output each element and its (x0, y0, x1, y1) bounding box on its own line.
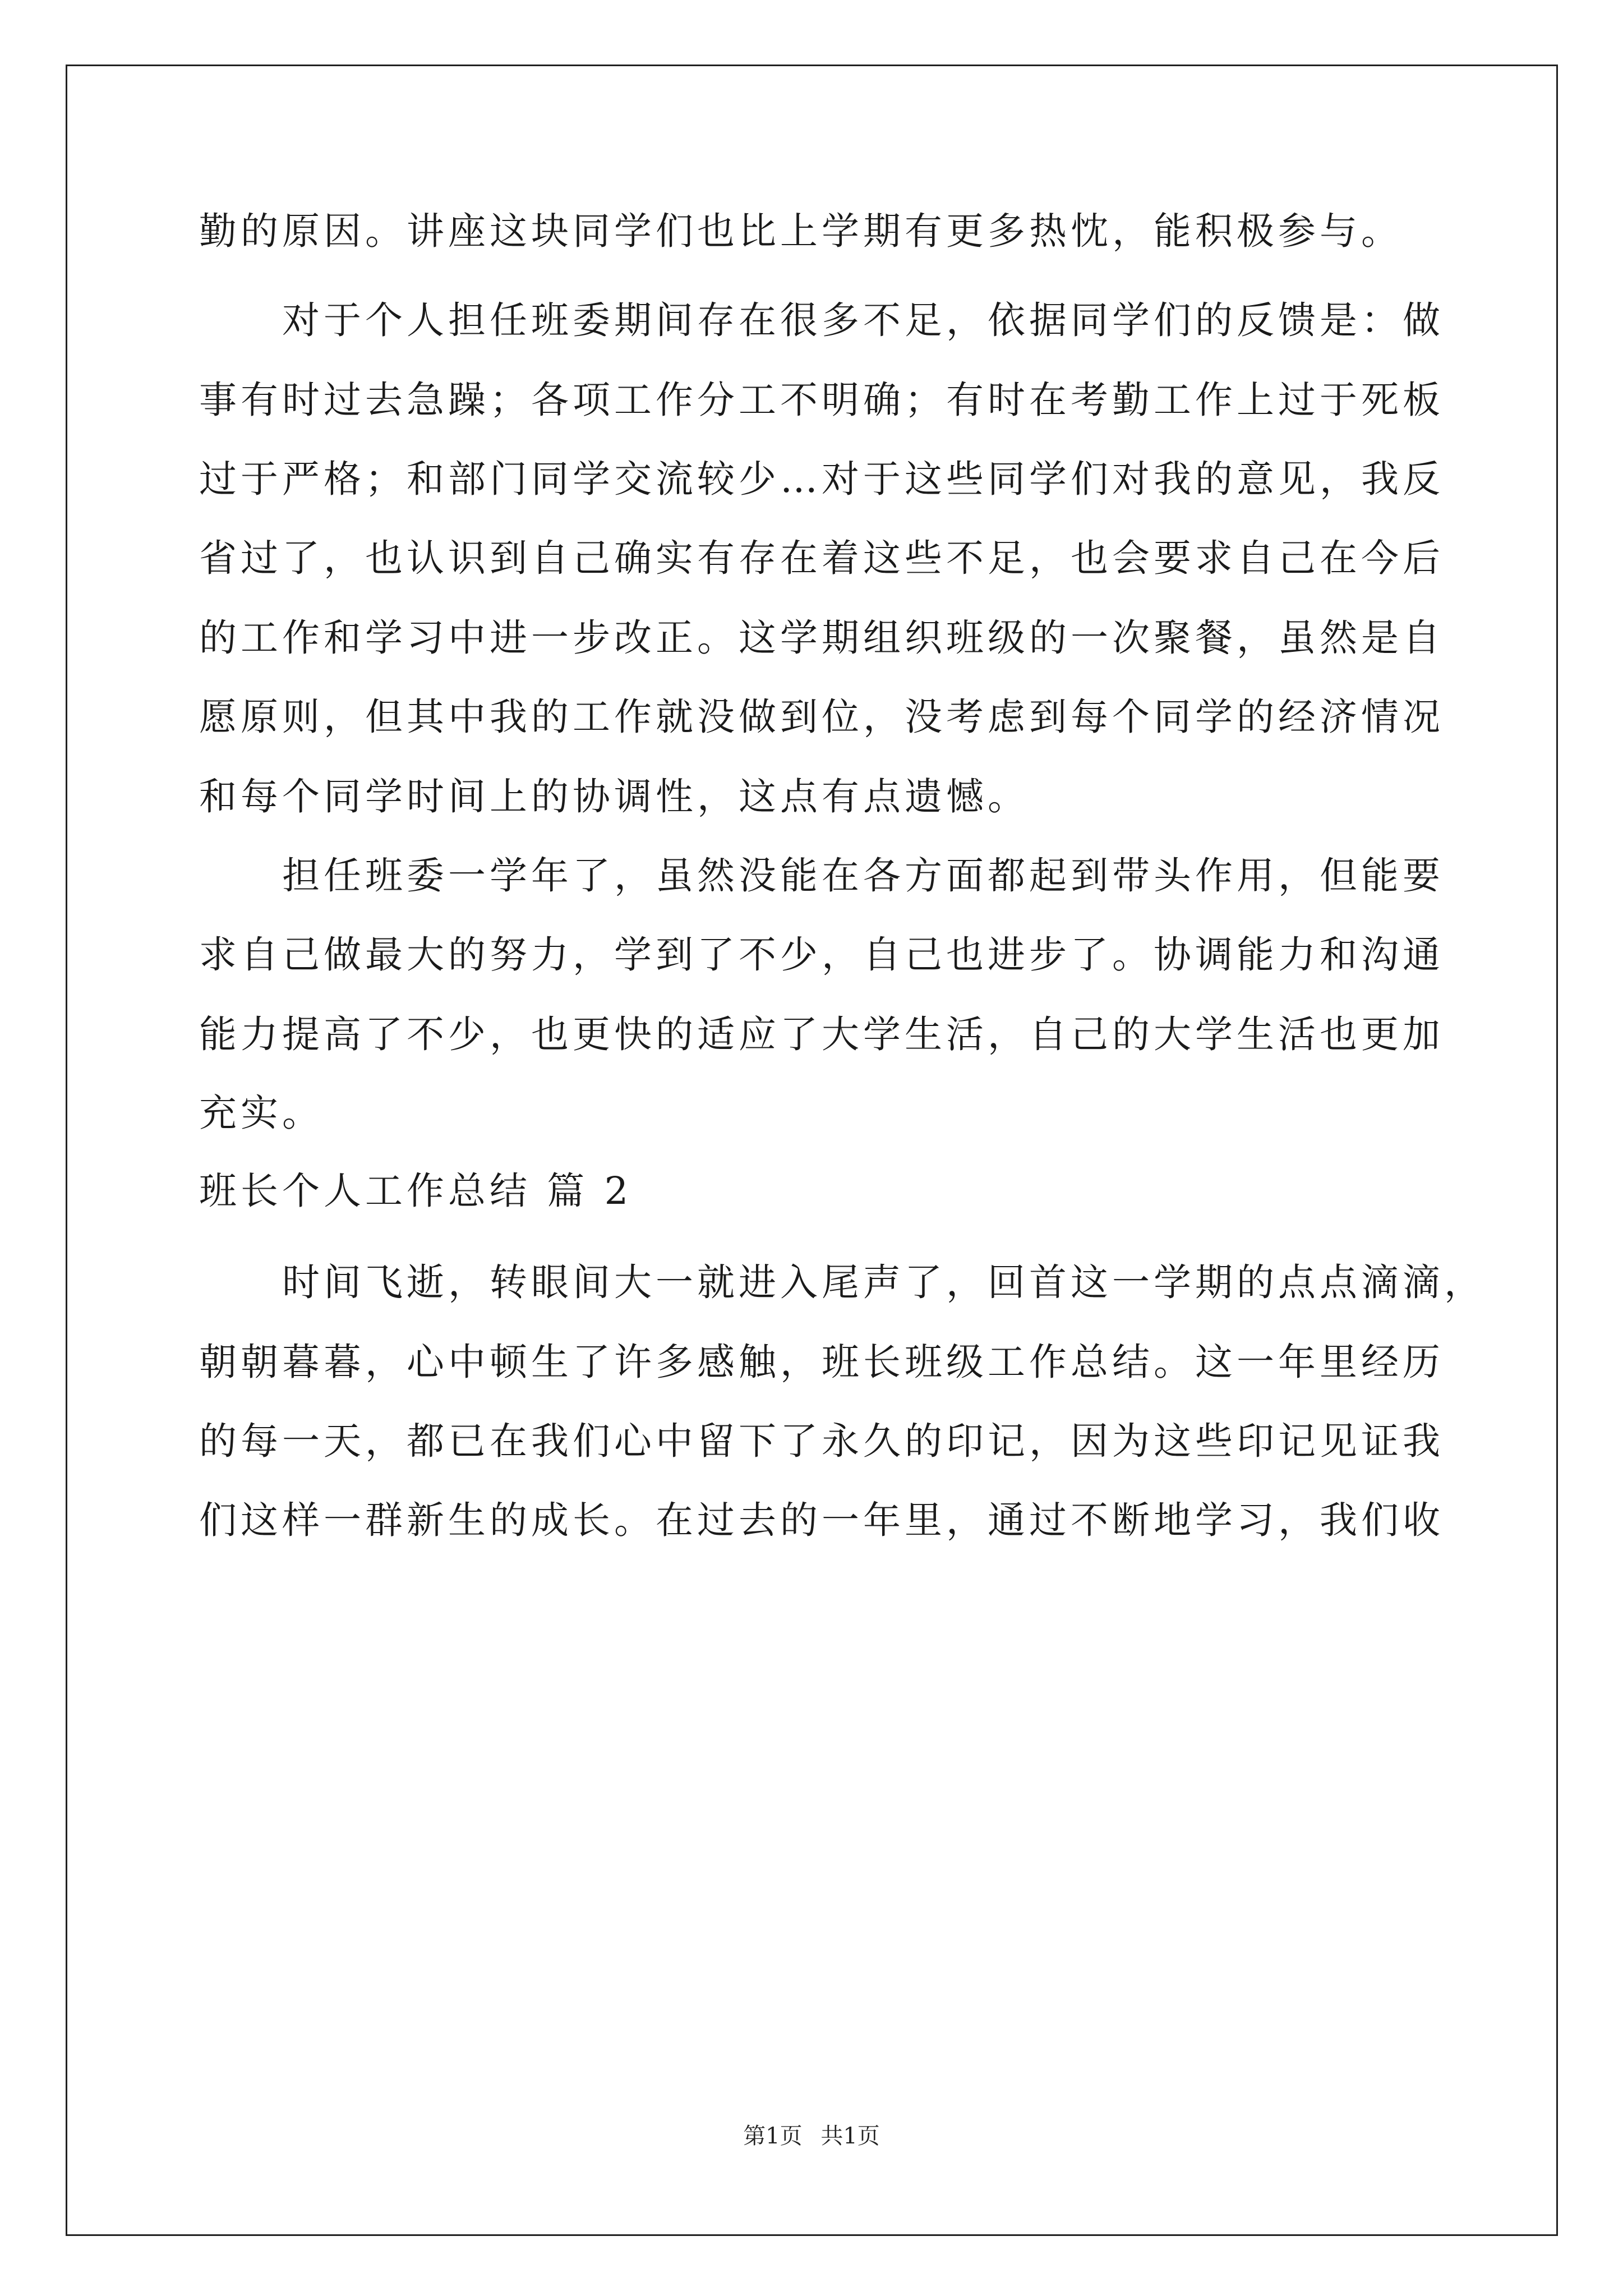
paragraph-first-line: 对于个人担任班委期间存在很多不足，依据同学们的反馈是：做 (282, 298, 1444, 342)
text-line: 的每一天，都已在我们心中留下了永久的印记，因为这些印记见证我 (199, 1419, 1444, 1463)
text-line: 朝朝暮暮，心中顿生了许多感触，班长班级工作总结。这一年里经历 (199, 1340, 1444, 1384)
text-line: 能力提高了不少，也更快的适应了大学生活，自己的大学生活也更加 (199, 1013, 1444, 1056)
paragraph-first-line: 担任班委一学年了，虽然没能在各方面都起到带头作用，但能要 (282, 854, 1444, 898)
text-line: 省过了，也认识到自己确实有存在着这些不足，也会要求自己在今后 (199, 536, 1444, 580)
page-total: 共1页 (820, 2123, 880, 2149)
text-line: 求自己做最大的努力，学到了不少，自己也进步了。协调能力和沟通 (199, 933, 1444, 977)
text-line: 事有时过去急躁；各项工作分工不明确；有时在考勤工作上过于死板 (199, 378, 1444, 422)
text-line: 充实。 (199, 1091, 324, 1135)
text-line: 愿原则，但其中我的工作就没做到位，没考虑到每个同学的经济情况 (199, 695, 1444, 739)
section-heading: 班长个人工作总结 篇 2 (199, 1169, 633, 1213)
paragraph-first-line: 时间飞逝，转眼间大一就进入尾声了，回首这一学期的点点滴滴， (282, 1260, 1486, 1304)
page-number: 第1页 (743, 2123, 803, 2149)
text-line: 的工作和学习中进一步改正。这学期组织班级的一次聚餐，虽然是自 (199, 616, 1444, 660)
text-line: 和每个同学时间上的协调性，这点有点遗憾。 (199, 775, 1029, 818)
page-footer (0, 2122, 1623, 2150)
text-line: 勤的原因。讲座这块同学们也比上学期有更多热忱，能积极参与。 (199, 209, 1403, 253)
text-line: 过于严格；和部门同学交流较少…对于这些同学们对我的意见，我反 (199, 457, 1444, 501)
text-line: 们这样一群新生的成长。在过去的一年里，通过不断地学习，我们收 (199, 1498, 1444, 1542)
